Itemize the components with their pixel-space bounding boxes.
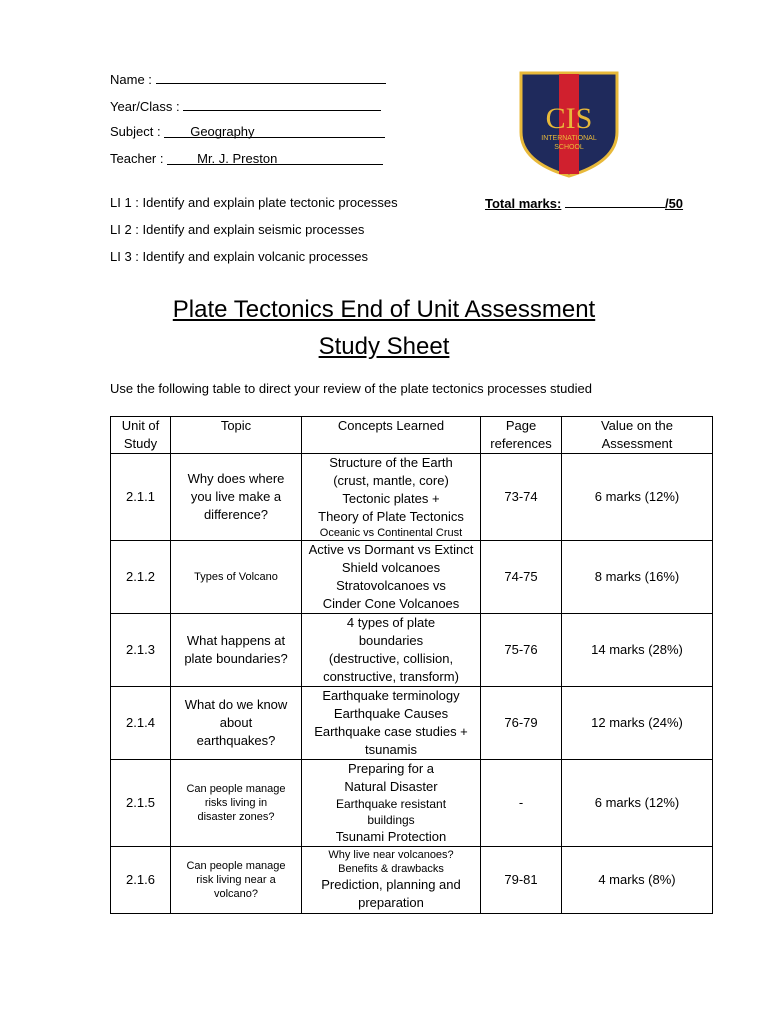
header-pages: Page references xyxy=(481,417,562,454)
intro-text: Use the following table to direct your review of the plate tectonics processes studied xyxy=(110,381,592,396)
year-class-field xyxy=(110,97,381,115)
pages-cell: 79-81 xyxy=(481,847,562,914)
table-row xyxy=(111,847,713,914)
learning-intention-1: LI 1 : Identify and explain plate tectonic processes xyxy=(110,195,398,210)
unit-cell: 2.1.1 xyxy=(111,454,171,541)
unit-cell: 2.1.6 xyxy=(111,847,171,914)
concepts-cell: Earthquake terminology Earthquake Causes Earthquake case studies + tsunamis xyxy=(302,687,481,760)
teacher-field xyxy=(110,151,383,167)
table-row xyxy=(111,454,713,541)
header-topic: Topic xyxy=(171,417,302,454)
name-blank[interactable] xyxy=(156,70,386,84)
name-field xyxy=(110,70,386,88)
subject-value: Geography xyxy=(190,124,255,139)
subject-label: Subject : xyxy=(110,124,161,139)
table-row xyxy=(111,541,713,614)
crest-subtext-1: INTERNATIONAL xyxy=(541,135,597,142)
pages-cell: 73-74 xyxy=(481,454,562,541)
learning-intention-2: LI 2 : Identify and explain seismic processes xyxy=(110,222,365,237)
unit-cell: 2.1.2 xyxy=(111,541,171,614)
learning-intention-3: LI 3 : Identify and explain volcanic processes xyxy=(110,249,368,264)
unit-cell: 2.1.4 xyxy=(111,687,171,760)
name-label: Name : xyxy=(110,72,152,87)
teacher-blank xyxy=(167,151,383,165)
value-cell: 12 marks (24%) xyxy=(562,687,713,760)
teacher-value: Mr. J. Preston xyxy=(197,151,278,166)
pages-cell: - xyxy=(481,760,562,847)
page-title-line-2: Study Sheet xyxy=(318,333,450,360)
teacher-label: Teacher : xyxy=(110,151,164,166)
concepts-cell: Active vs Dormant vs Extinct Shield volcanoes Stratovolcanoes vs Cinder Cone Volcanoes xyxy=(302,541,481,614)
pages-cell: 75-76 xyxy=(481,614,562,687)
subject-blank xyxy=(164,124,385,138)
total-marks xyxy=(485,195,683,211)
pages-cell: 74-75 xyxy=(481,541,562,614)
header-value: Value on the Assessment xyxy=(562,417,713,454)
header-unit: Unit of Study xyxy=(111,417,171,454)
topic-cell: Types of Volcano xyxy=(171,541,302,614)
study-table xyxy=(110,416,713,914)
total-marks-max: /50 xyxy=(664,196,684,211)
year-class-blank[interactable] xyxy=(183,97,381,111)
total-marks-label: Total marks: xyxy=(485,196,562,211)
table-row xyxy=(111,687,713,760)
topic-cell: What happens at plate boundaries? xyxy=(171,614,302,687)
page-title-line-1: Plate Tectonics End of Unit Assessment xyxy=(172,296,596,323)
pages-cell: 76-79 xyxy=(481,687,562,760)
unit-cell: 2.1.3 xyxy=(111,614,171,687)
concepts-cell: Preparing for a Natural Disaster Earthquake resistant buildings Tsunami Protection xyxy=(302,760,481,847)
year-class-label: Year/Class : xyxy=(110,99,180,114)
school-crest-logo xyxy=(518,70,620,178)
unit-cell: 2.1.5 xyxy=(111,760,171,847)
value-cell: 8 marks (16%) xyxy=(562,541,713,614)
crest-text: CIS xyxy=(545,102,593,135)
concepts-cell: 4 types of plate boundaries (destructive, collision, constructive, transform) xyxy=(302,614,481,687)
value-cell: 14 marks (28%) xyxy=(562,614,713,687)
topic-cell: Can people manage risks living in disaster zones? xyxy=(171,760,302,847)
concepts-cell: Why live near volcanoes? Benefits & drawbacks Prediction, planning and preparation xyxy=(302,847,481,914)
table-row xyxy=(111,760,713,847)
concepts-cell: Structure of the Earth (crust, mantle, core) Tectonic plates + Theory of Plate Tectonics Oceanic vs Continental Crust xyxy=(302,454,481,541)
topic-cell: What do we know about earthquakes? xyxy=(171,687,302,760)
table-row xyxy=(111,614,713,687)
table-header-row xyxy=(111,417,713,454)
crest-subtext-2: SCHOOL xyxy=(554,144,584,151)
total-marks-blank[interactable] xyxy=(565,195,665,208)
subject-field xyxy=(110,124,385,140)
topic-cell: Why does where you live make a difference? xyxy=(171,454,302,541)
header-concepts: Concepts Learned xyxy=(302,417,481,454)
value-cell: 6 marks (12%) xyxy=(562,760,713,847)
value-cell: 4 marks (8%) xyxy=(562,847,713,914)
topic-cell: Can people manage risk living near a volcano? xyxy=(171,847,302,914)
value-cell: 6 marks (12%) xyxy=(562,454,713,541)
